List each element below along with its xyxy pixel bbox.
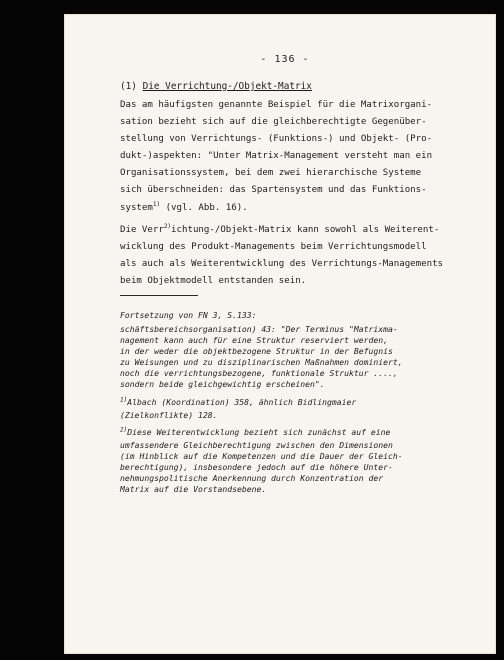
footnote-ref-2: 2) <box>163 223 172 230</box>
footnote-1-line <box>120 398 356 406</box>
footnote-continuation-label: Fortsetzung von FN 3, S.133: <box>120 310 257 320</box>
paragraph1-line: Organisationssystem, bei dem zwei hierarchische Systeme <box>120 168 422 178</box>
footnote-1-marker: 1) <box>120 396 128 404</box>
footnote-2-line: umfassendere Gleichberechtigung zwischen den Dimensionen <box>120 440 393 450</box>
footnote-ref-1: 1) <box>152 200 161 208</box>
text-fragment: Diese Weiterentwicklung bezieht sich zunächst auf eine <box>127 427 391 437</box>
section-title: Die Verrichtung-/Objekt-Matrix <box>142 81 312 92</box>
paragraph1-line: stellung von Verrichtungs- (Funktions-) und Objekt- (Pro- <box>120 134 433 144</box>
footnote-line: sondern beide gleichgewichtig erscheinen". <box>120 379 325 389</box>
footnote-2-line: berechtigung), insbesondere jedoch auf die höhere Unter- <box>120 462 393 472</box>
text-fragment: ichtung-/Objekt-Matrix kann sowohl als Weiterent- <box>171 225 440 235</box>
paragraph2-line: beim Objektmodell entstanden sein. <box>120 276 307 286</box>
paragraph1-line: sation bezieht sich auf die gleichberechtigte Gegenüber- <box>120 117 427 127</box>
text-fragment: Die Verr <box>120 225 164 235</box>
footnote-2-line <box>120 428 390 436</box>
page-number: - 136 - <box>260 54 310 65</box>
footnote-line: schäftsbereichsorganisation) 43: "Der Terminus "Matrixma- <box>120 324 398 334</box>
paragraph2-line <box>120 223 440 235</box>
section-heading <box>120 81 312 92</box>
section-number: (1) <box>120 81 137 92</box>
footnote-line: zu Weisungen und zu disziplinarischen Maßnahmen dominiert, <box>120 357 403 367</box>
document-page <box>64 14 496 654</box>
footnote-line: noch die verrichtungsbezogene, funktionale Struktur ...., <box>120 368 398 378</box>
footnote-2-line: Matrix auf die Vorstandsebene. <box>120 484 267 494</box>
footnote-line: nagement kann auch für eine Struktur reserviert werden, <box>120 335 389 345</box>
paragraph1-last-line <box>120 200 248 213</box>
paragraph2-line: als auch als Weiterentwicklung des Verrichtungs-Managements <box>120 259 444 269</box>
footnote-2-line: nehmungspolitische Anerkennung durch Konzentration der <box>120 473 384 483</box>
footnote-1-line: (Zielkonflikte) 128. <box>120 410 218 420</box>
paragraph1-line: sich überschneiden: das Spartensystem und das Funktions- <box>120 185 427 195</box>
footnote-2-line: (im Hinblick auf die Kompetenzen und die Dauer der Gleich- <box>120 451 403 461</box>
footnote-2-marker: 2) <box>120 426 128 434</box>
text-fragment: system <box>120 203 153 213</box>
paragraph2-line: wicklung des Produkt-Managements beim Verrichtungsmodell <box>120 242 427 252</box>
paragraph1-line: dukt-)aspekten: "Unter Matrix-Management versteht man ein <box>120 151 433 161</box>
text-fragment: (vgl. Abb. 16). <box>160 203 248 213</box>
paragraph1-line: Das am häufigsten genannte Beispiel für die Matrixorgani- <box>120 100 433 110</box>
footnote-separator <box>120 295 198 296</box>
text-fragment: Albach (Koordination) 358, ähnlich Bidlingmaier <box>127 397 357 407</box>
footnote-line: in der weder die objektbezogene Struktur in der Befugnis <box>120 346 393 356</box>
